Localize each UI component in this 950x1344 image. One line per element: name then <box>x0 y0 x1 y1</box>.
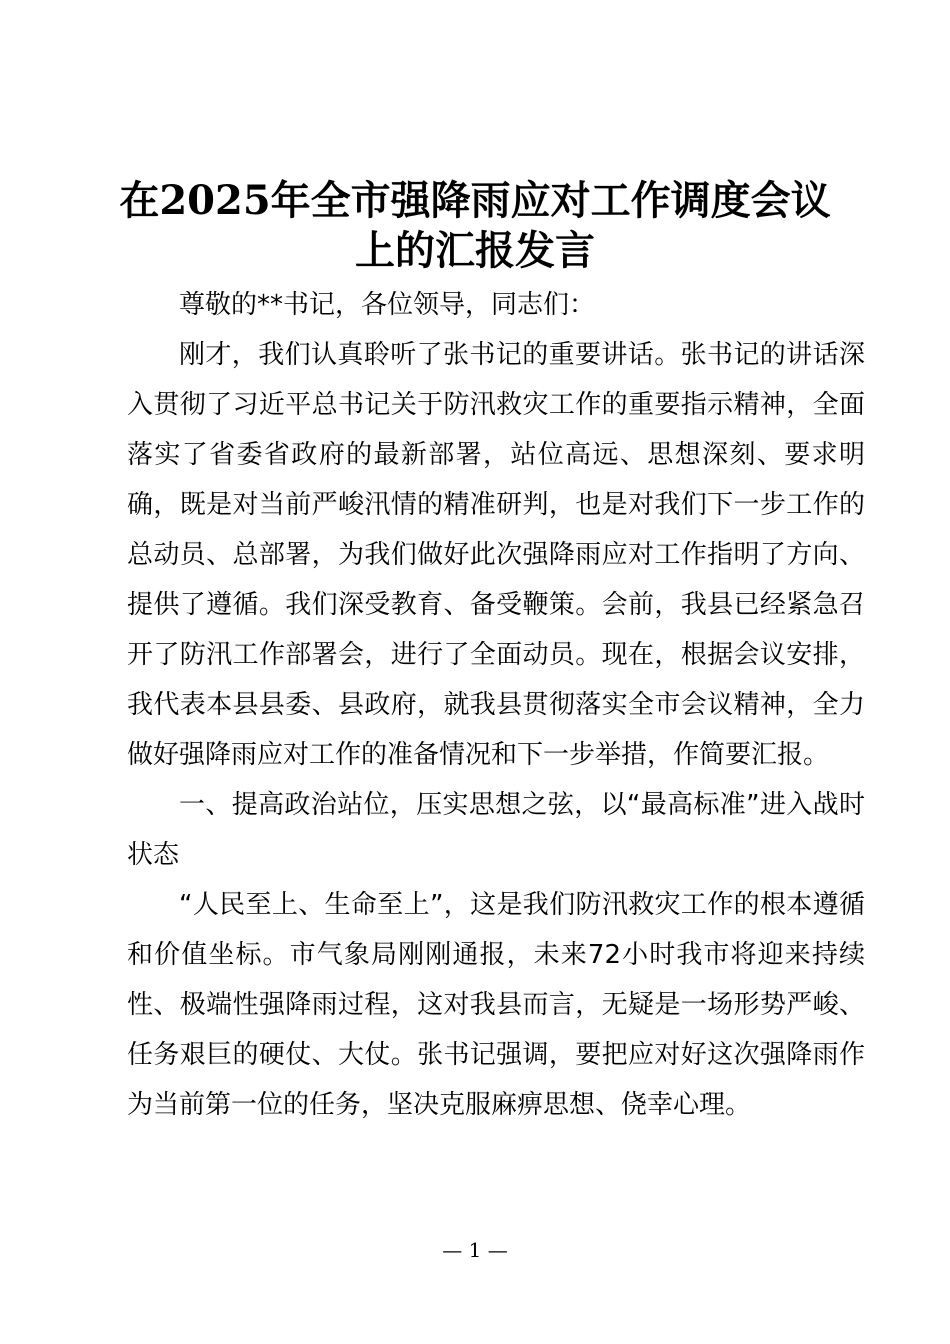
page-number: — 1 — <box>442 1238 508 1262</box>
salutation-paragraph: 尊敬的**书记，各位领导，同志们： <box>179 290 596 320</box>
section-heading: 一、提高政治站位，压实思想之弦，以“最高标准”进入战时状态 <box>127 790 865 870</box>
document-title: 在2025年全市强降雨应对工作调度会议上的汇报发言 <box>119 177 831 274</box>
body-paragraph: “人民至上、生命至上”，这是我们防汛救灾工作的根本遵循和价值坐标。市气象局刚刚通报，未来72小时我市将迎来持续性、极端性强降雨过程，这对我县而言，无疑是一场形势严峻、任务艰巨的硬仗、大仗。张书记强调，要把应对好这次强降雨作为当前第一位的任务，坚决克服麻痹思想、侥幸心理。 <box>127 890 865 1120</box>
document-body <box>127 280 865 1130</box>
body-paragraph: 刚才，我们认真聆听了张书记的重要讲话。张书记的讲话深入贯彻了习近平总书记关于防汛救灾工作的重要指示精神，全面落实了省委省政府的最新部署，站位高远、思想深刻、要求明确，既是对当前严峻汛情的精准研判，也是对我们下一步工作的总动员、总部署，为我们做好此次强降雨应对工作指明了方向、提供了遵循。我们深受教育、备受鞭策。会前，我县已经紧急召开了防汛工作部署会，进行了全面动员。现在，根据会议安排，我代表本县县委、县政府，就我县贯彻落实全市会议精神，全力做好强降雨应对工作的准备情况和下一步举措，作简要汇报。 <box>127 340 865 770</box>
